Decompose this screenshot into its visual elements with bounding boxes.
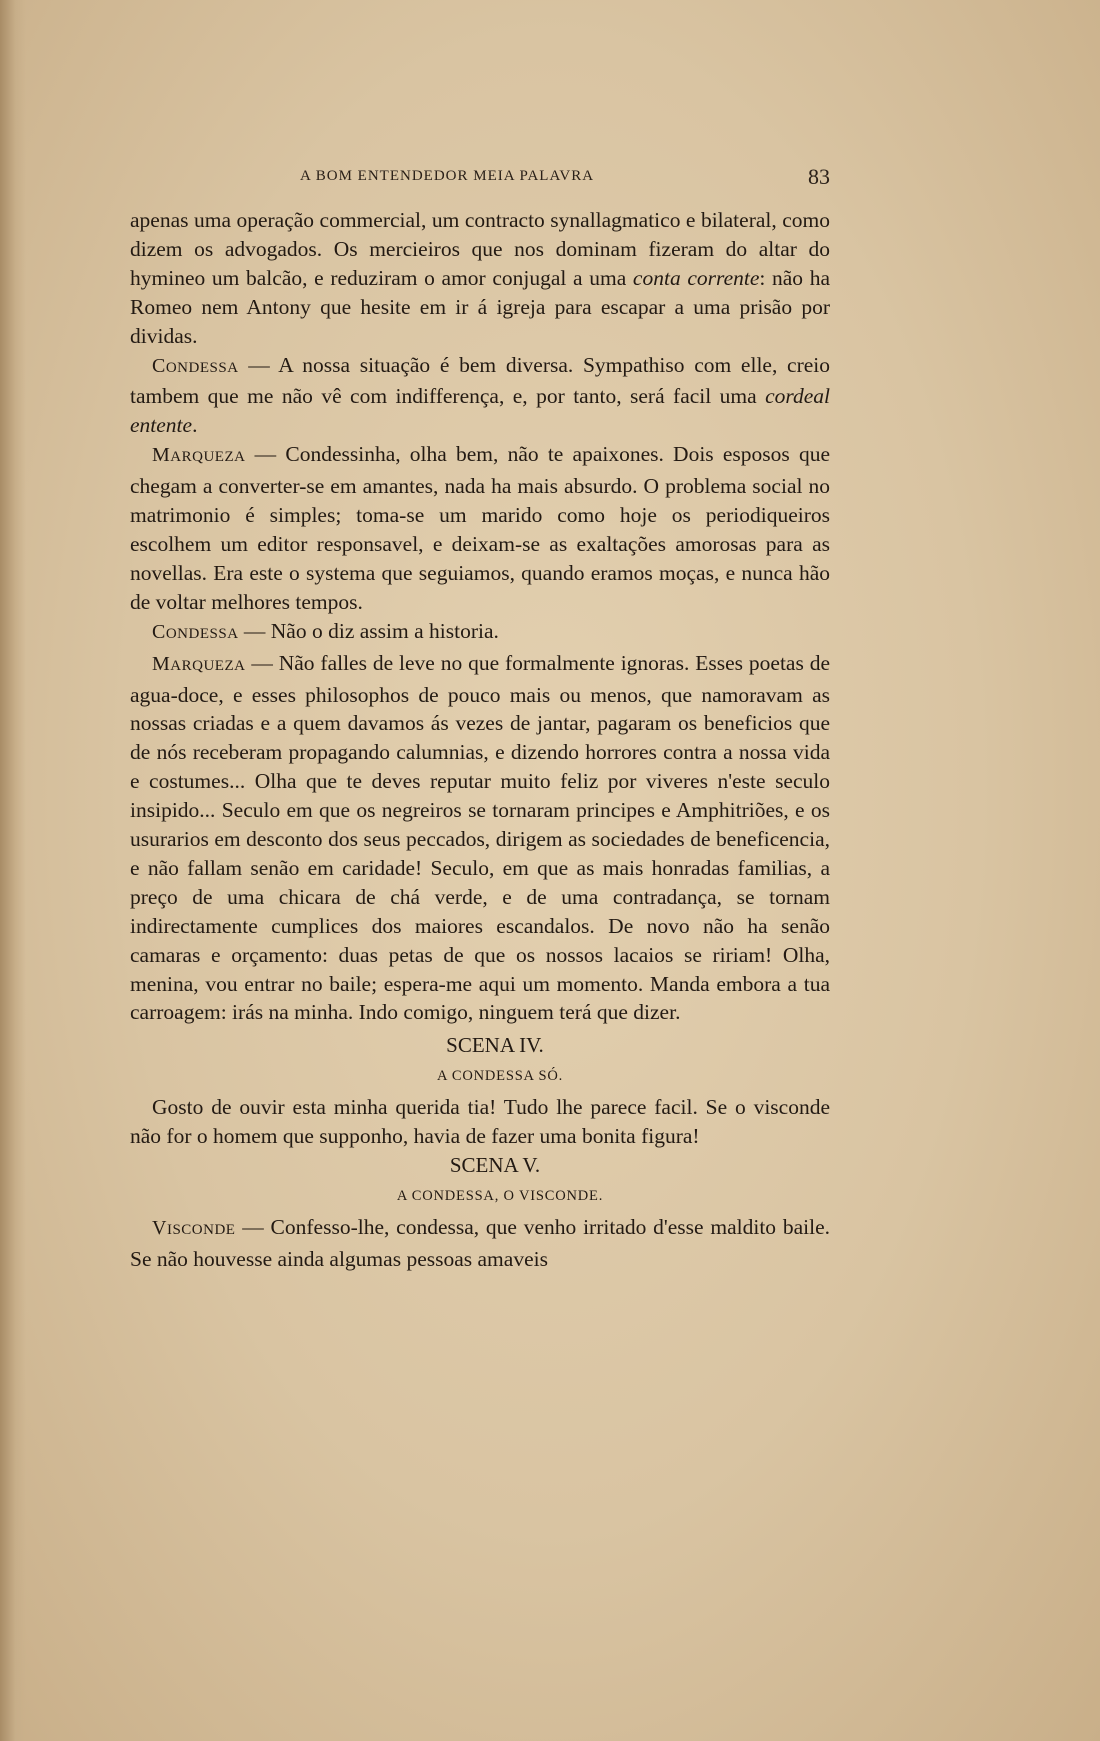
paragraph-5-text: — Não falles de leve no que formalmente ignoras. Esses poetas de agua-doce, e esses philosophos de pouco mais ou menos, que namoravam as nossas criadas e a quem davamos ás vezes de jantar, pagaram os beneficios que de nós receberam propagando calumnias, e dizendo horrores contra a nossa vida e costumes... Olha que te deves reputar muito feliz por viveres n'este seculo insipido... Seculo em que os negreiros se tornaram principes e Amphitriões, e os usurarios em desconto dos seus peccados, dirigem as sociedades de beneficencia, e não fallam senão em caridade! Seculo, em que as mais honradas familias, a preço de uma chicara de chá verde, e de uma contradança, se tornam indirectamente cumplices dos maiores escandalos. De novo não ha senão camaras e orçamento: duas petas de que os nossos lacaios se ririam! Olha, menina, vou entrar no baile; espera-me aqui um momento. Manda embora a tua carroagem: irás na minha. Indo comigo, ninguem terá que dizer. xyxy=(130,650,830,1025)
scene-4-title: SCENA IV. xyxy=(446,1033,544,1058)
paragraph-1-text-b: : não ha Romeo nem Antony que hesite em ir á igreja para escapar a uma prisão por dividas. xyxy=(130,265,831,348)
speaker-rest: ARQUEZA xyxy=(170,449,246,466)
speaker-marqueza xyxy=(152,652,246,675)
page-header xyxy=(300,164,830,194)
speaker-initial: M xyxy=(152,652,171,675)
speaker-visconde xyxy=(152,1216,236,1239)
paragraph-4-text: — Não o diz assim a historia. xyxy=(238,618,499,643)
paragraph-1-text-a: apenas uma operação commercial, um contracto synallagmatico e bilateral, como dizem os advogados. Os mercieiros que nos dominam fizeram do altar do hymineo um balcão, e reduziram o amor conjugal a uma xyxy=(130,208,830,290)
speaker-initial: V xyxy=(152,1216,167,1239)
scene-4-text: Gosto de ouvir esta minha querida tia! Tudo lhe parece facil. Se o visconde não for o homem que supponho, havia de fazer uma bonita figura! xyxy=(130,1095,830,1149)
speaker-condessa xyxy=(152,620,239,643)
speaker-initial: M xyxy=(152,444,171,467)
scene-5-cast: A CONDESSA, O VISCONDE. xyxy=(396,1187,604,1204)
paragraph-3-text: — Condessinha, olha bem, não te apaixones. Dois esposos que chegam a converter-se em amantes, nada ha mais absurdo. O problema social no matrimonio é simples; toma-se um marido como hoje os periodiqueiros escolhem um editor responsavel, e deixam-se as exaltações amorosas para as novellas. Era este o systema que seguiamos, quando eramos moças, e nunca hão de voltar melhores tempos. xyxy=(130,442,830,614)
paragraph-1-italic: conta corrente xyxy=(632,265,760,290)
speaker-marqueza xyxy=(152,444,246,467)
scene-5-text: — Confesso-lhe, condessa, que venho irritado d'esse maldito baile. Se não houvesse ainda algumas pessoas amaveis xyxy=(130,1214,830,1271)
paragraph-2 xyxy=(130,351,830,441)
paragraph-1 xyxy=(130,206,830,351)
paragraph-2-text-b: . xyxy=(192,413,198,438)
paragraph-5 xyxy=(130,649,830,1028)
paragraph-2-italic: cordeal entente xyxy=(130,384,830,438)
paragraph-2-text-a: — A nossa situação é bem diversa. Sympathiso com elle, creio tambem que me não vê com indifferença, e, por tanto, será facil uma xyxy=(130,352,830,409)
scene-5-title: SCENA V. xyxy=(449,1153,541,1177)
scene-4-cast: A CONDESSA SÓ. xyxy=(436,1068,564,1085)
speaker-rest: ONDESSA xyxy=(165,625,239,642)
page-body xyxy=(130,206,830,1274)
speaker-initial: C xyxy=(152,620,166,643)
speaker-rest: ONDESSA xyxy=(165,359,239,376)
speaker-rest: ISCONDE xyxy=(166,1221,236,1238)
paragraph-3 xyxy=(130,440,830,616)
speaker-initial: C xyxy=(152,354,166,377)
speaker-rest: ARQUEZA xyxy=(170,657,246,674)
page-number: 83 xyxy=(808,164,830,189)
running-title: A BOM ENTENDEDOR MEIA PALAVRA xyxy=(300,168,595,184)
scene-5-paragraph xyxy=(130,1213,830,1274)
speaker-condessa xyxy=(152,354,239,377)
paragraph-4 xyxy=(130,617,830,649)
